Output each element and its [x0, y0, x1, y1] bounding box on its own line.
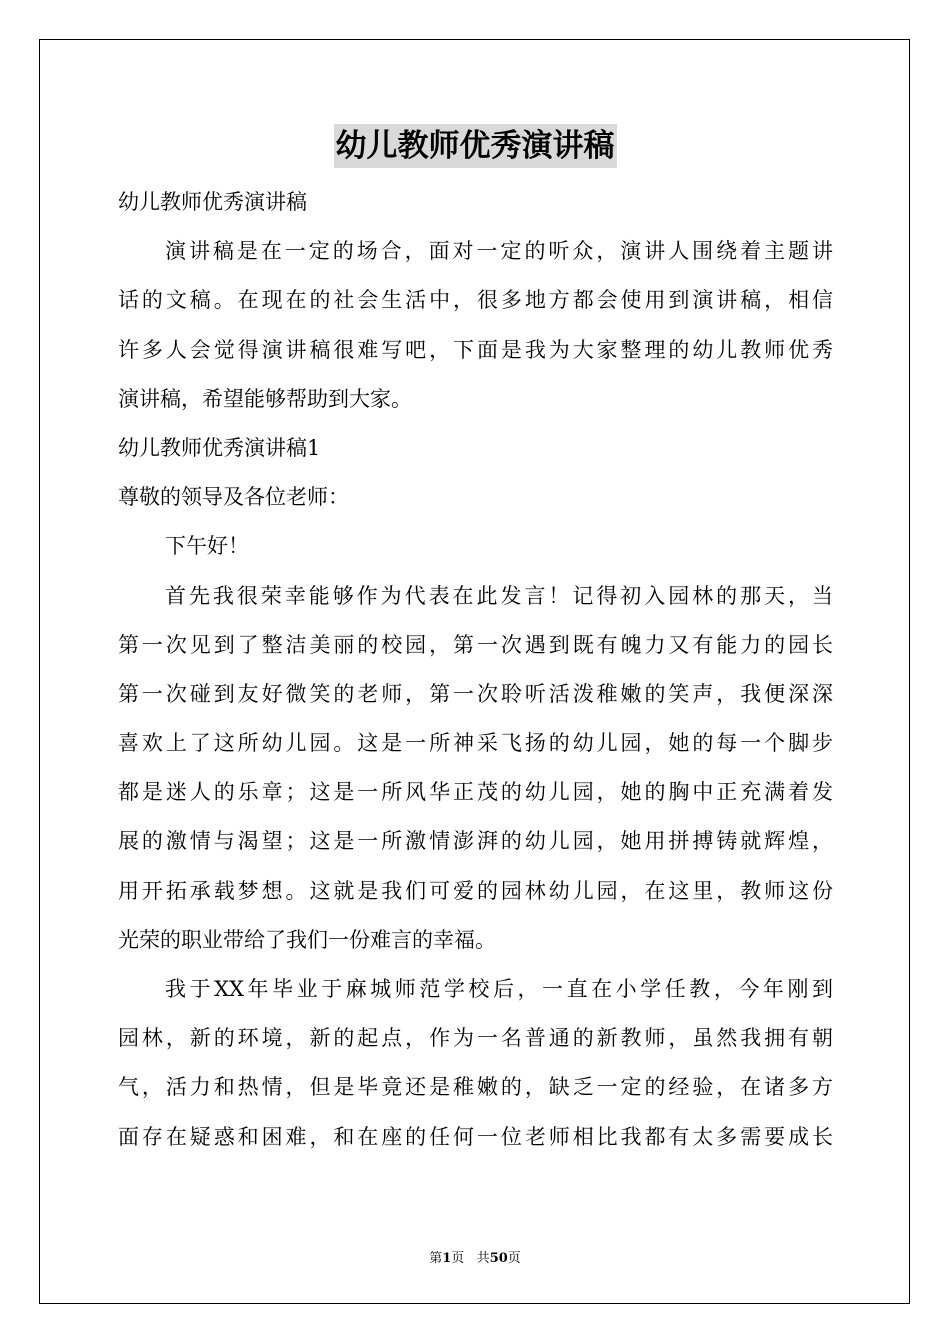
- text-line: 演讲稿是在一定的场合，面对一定的听众，演讲人围绕着主题讲: [165, 239, 833, 264]
- title-container: [0, 124, 950, 168]
- document-title: 幼儿教师优秀演讲稿: [334, 124, 617, 168]
- text-line: 演讲稿，希望能够帮助到大家。: [118, 386, 412, 411]
- text-line: 幼儿教师优秀演讲稿: [118, 190, 307, 214]
- text-line: 面存在疑惑和困难，和在座的任何一位老师相比我都有太多需要成长: [118, 1124, 833, 1149]
- footer-page-prefix: 第: [429, 1251, 443, 1266]
- text-line: 下午好！: [165, 534, 249, 559]
- footer-page-suffix: 页: [451, 1251, 465, 1266]
- footer-page-number: 1: [442, 1251, 452, 1266]
- footer-total-suffix: 页: [507, 1251, 521, 1266]
- text-line: 第一次碰到友好微笑的老师，第一次聆听活泼稚嫩的笑声，我便深深: [118, 681, 833, 706]
- text-line: 喜欢上了这所幼儿园。这是一所神采飞扬的幼儿园，她的每一个脚步: [118, 731, 833, 756]
- page-footer: [0, 1247, 950, 1266]
- document-body: [118, 178, 833, 1162]
- text-line: 光荣的职业带给了我们一份难言的幸福。: [118, 927, 496, 952]
- text-line: 尊敬的领导及各位老师：: [118, 485, 349, 510]
- text-line: 都是迷人的乐章；这是一所风华正茂的幼儿园，她的胸中正充满着发: [118, 780, 833, 805]
- text-line: 园林，新的环境，新的起点，作为一名普通的新教师，虽然我拥有朝: [118, 1026, 833, 1051]
- text-line: 用开拓承载梦想。这就是我们可爱的园林幼儿园，在这里，教师这份: [118, 878, 833, 903]
- text-line: 话的文稿。在现在的社会生活中，很多地方都会使用到演讲稿，相信: [118, 288, 833, 313]
- text-line: 首先我很荣幸能够作为代表在此发言！记得初入园林的那天，当: [165, 583, 833, 608]
- text-line: 展的激情与渴望；这是一所激情澎湃的幼儿园，她用拼搏铸就辉煌，: [118, 829, 833, 854]
- footer-total-prefix: 共: [476, 1251, 490, 1266]
- text-line: 第一次见到了整洁美丽的校园，第一次遇到既有魄力又有能力的园长: [118, 632, 833, 657]
- text-line: 我于XX年毕业于麻城师范学校后，一直在小学任教，今年刚到: [165, 977, 833, 1001]
- text-line: 许多人会觉得演讲稿很难写吧，下面是我为大家整理的幼儿教师优秀: [118, 337, 833, 362]
- text-line: 幼儿教师优秀演讲稿1: [118, 435, 321, 460]
- text-line: 气，活力和热情，但是毕竟还是稚嫩的，缺乏一定的经验，在诸多方: [118, 1075, 833, 1100]
- footer-total-pages: 50: [489, 1251, 508, 1266]
